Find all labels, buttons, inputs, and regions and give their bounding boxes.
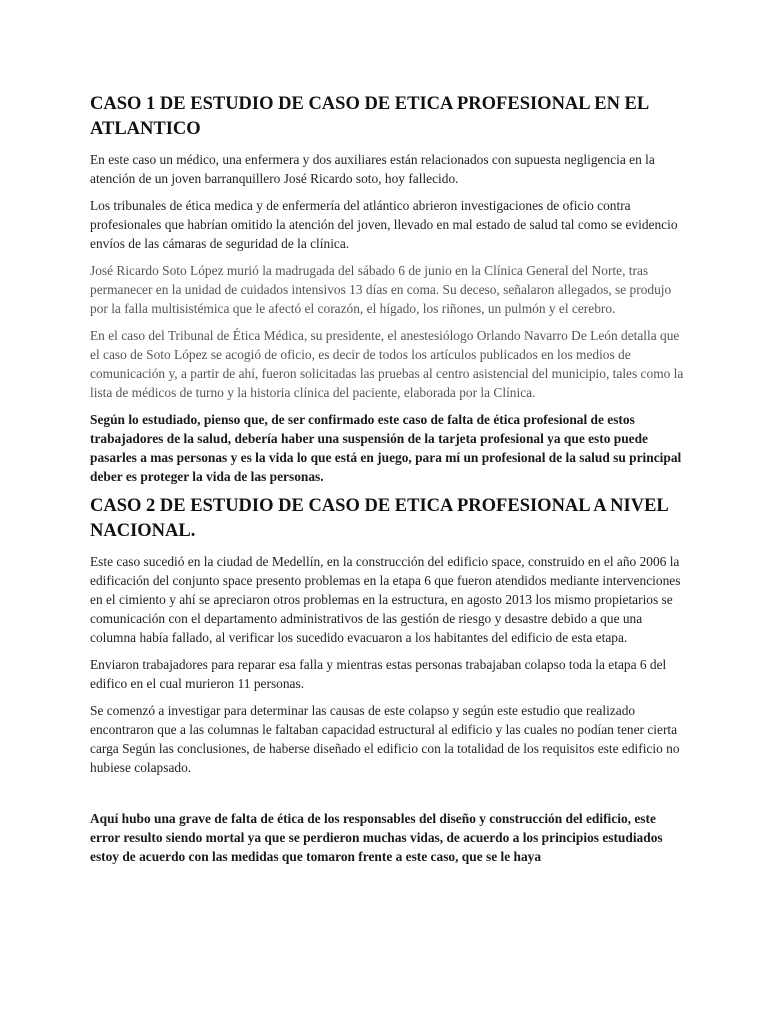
case1-paragraph-2: Los tribunales de ética medica y de enfermería del atlántico abrieron investigaciones de oficio contra profesionales que habrían omitido la atención del joven, llevado en mal estado de salud tal como se evidencio envíos de las cámaras de seguridad de la clínica. [90, 198, 678, 251]
case1-paragraph-4: En el caso del Tribunal de Ética Médica, su presidente, el anestesiólogo Orlando Navarro De León detalla que el caso de Soto López se acogió de oficio, es decir de todos los artículos publicados en los medios de comunicación y, a partir de ahí, fueron solicitadas las pruebas al centro asistencial del municipio, tales como la lista de médicos de turno y la historia clínica del paciente, elaborada por la Clínica. [90, 328, 684, 400]
case2-paragraph-2: Enviaron trabajadores para reparar esa falla y mientras estas personas trabajaban colapso toda la etapa 6 del edifico en el cual murieron 11 personas. [90, 657, 667, 691]
case1-heading: CASO 1 DE ESTUDIO DE CASO DE ETICA PROFESIONAL EN EL ATLANTICO [90, 94, 649, 139]
case2-opinion: Aquí hubo una grave de falta de ética de los responsables del diseño y construcción del edificio, este error resulto siendo mortal ya que se perdieron muchas vidas, de acuerdo a los principios estudiados estoy de acuerdo con las medidas que tomaron frente a este caso, que se le haya [90, 811, 663, 864]
case2-heading: CASO 2 DE ESTUDIO DE CASO DE ETICA PROFESIONAL A NIVEL NACIONAL. [90, 496, 668, 541]
case1-paragraph-1: En este caso un médico, una enfermera y dos auxiliares están relacionados con supuesta negligencia en la atención de un joven barranquillero José Ricardo soto, hoy fallecido. [90, 152, 655, 186]
case1-paragraph-3: José Ricardo Soto López murió la madrugada del sábado 6 de junio en la Clínica General del Norte, tras permanecer en la unidad de cuidados intensivos 13 días en coma. Su deceso, señalaron allegados, se produjo por la falla multisistémica que le afectó el corazón, el hígado, los riñones, un pulmón y el cerebro. [90, 263, 672, 316]
document-page [90, 92, 685, 874]
case1-opinion: Según lo estudiado, pienso que, de ser confirmado este caso de falta de ética profesional de estos trabajadores de la salud, debería haber una suspensión de la tarjeta profesional ya que esto puede pasarles a mas personas y es la vida lo que está en juego, para mí un profesional de la salud su principal deber es proteger la vida de las personas. [90, 412, 682, 484]
paragraph-spacer [90, 785, 685, 809]
case2-paragraph-1: Este caso sucedió en la ciudad de Medellín, en la construcción del edificio space, construido en el año 2006 la edificación del conjunto space presento problemas en la etapa 6 que fueron atendidos mediante intervenciones en el cimiento y ahí se apreciaron otros problemas en la estructura, en agosto 2013 los mismo propietarios se comunicación con el departamento administrativos de las gestión de riesgo y desastre debido a que una columna había fallado, al verificar los sucedido evacuaron a los habitantes del edificio de esta etapa. [90, 554, 681, 645]
case2-paragraph-3: Se comenzó a investigar para determinar las causas de este colapso y según este estudio que realizado encontraron que a las columnas le faltaban capacidad estructural al edificio y las cuales no podían tener cierta carga Según las conclusiones, de haberse diseñado el edificio con la totalidad de los requisitos este edificio no hubiese colapsado. [90, 703, 680, 775]
